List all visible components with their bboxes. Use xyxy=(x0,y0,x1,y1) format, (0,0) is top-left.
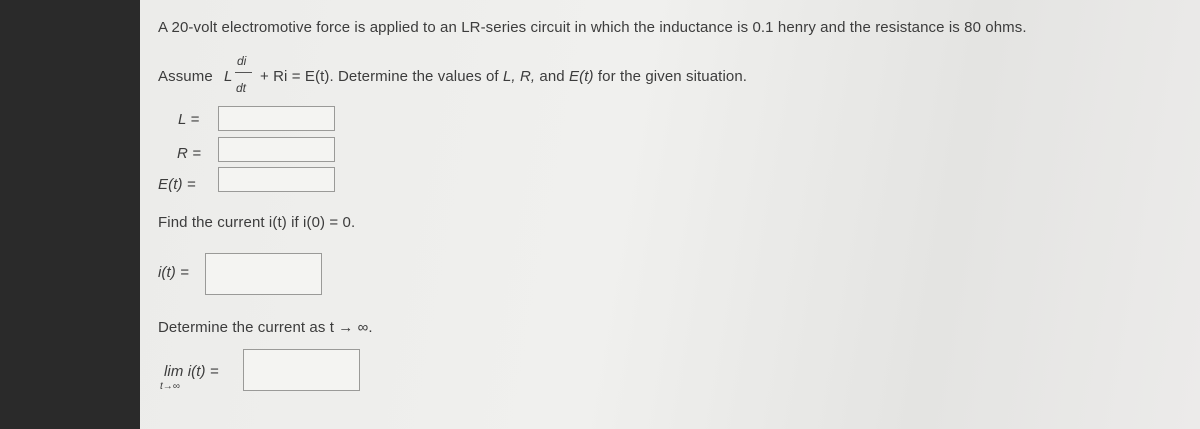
assume-text xyxy=(260,68,747,85)
current-prompt: Find the current i(t) if i(0) = 0. xyxy=(158,214,356,231)
assume-tail: for the given situation. xyxy=(593,68,748,85)
R-input[interactable] xyxy=(218,137,335,162)
problem-intro: A 20-volt electromotive force is applied to an LR-series circuit in which the inductance is 0.1 henry and the resistance is 80 ohms. xyxy=(158,19,1027,36)
assume-vars-lr: L, R, xyxy=(502,68,536,85)
label-E: E(t) = xyxy=(158,176,196,193)
lim-input[interactable] xyxy=(243,349,360,391)
background-left-edge xyxy=(0,0,140,429)
assume-and: and xyxy=(535,68,570,85)
assume-prefix: Assume xyxy=(158,68,213,85)
assume-equation: + Ri = E(t). Determine the values of xyxy=(260,68,503,85)
i-input[interactable] xyxy=(205,253,322,295)
fraction-bar xyxy=(235,72,252,73)
label-L: L = xyxy=(178,111,200,128)
limit-prompt: Determine the current as t → ∞. xyxy=(158,319,373,336)
assume-var-e: E(t) xyxy=(569,68,594,85)
label-i: i(t) = xyxy=(158,264,190,281)
fraction-numerator: di xyxy=(237,54,247,68)
label-lim: lim i(t) = xyxy=(164,363,219,380)
fraction-denominator: dt xyxy=(236,81,247,95)
assume-L: L xyxy=(224,68,233,85)
label-R: R = xyxy=(177,145,202,162)
L-input[interactable] xyxy=(218,106,335,131)
lim-subscript: t→∞ xyxy=(160,381,180,392)
E-input[interactable] xyxy=(218,167,335,192)
